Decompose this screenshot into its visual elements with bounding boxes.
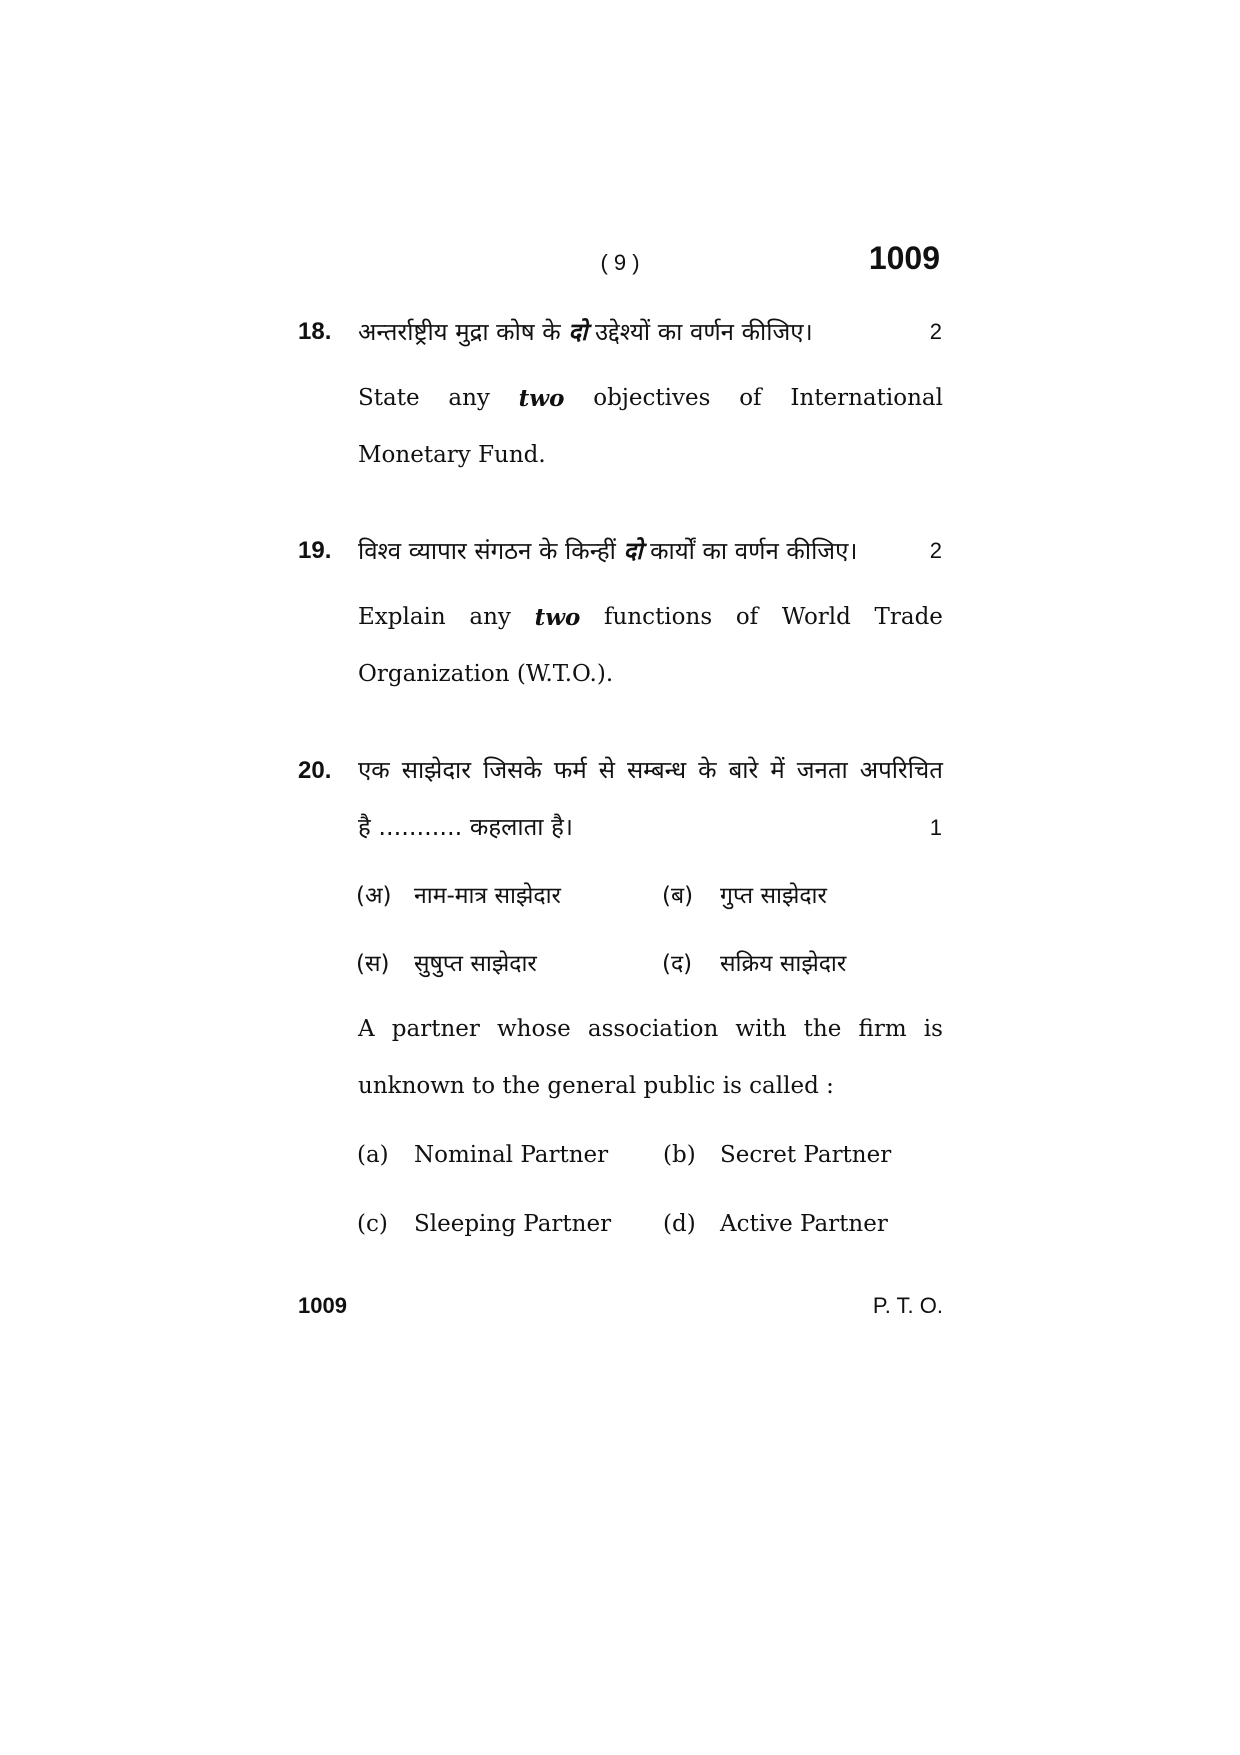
question-18-marks: 2	[929, 319, 942, 344]
word: International	[790, 385, 943, 411]
question-20-english-line-2: unknown to the general public is called :	[358, 1073, 834, 1099]
english-option-a-label: (a)	[357, 1142, 389, 1168]
question-19-hindi-after: कार्यों का वर्णन कीजिए।	[642, 537, 858, 565]
hindi-option-d-label: (द)	[662, 951, 693, 977]
word: फर्म	[553, 756, 587, 784]
word: of	[739, 385, 762, 411]
word: functions	[604, 604, 713, 630]
hindi-option-b-text: गुप्त साझेदार	[720, 883, 827, 909]
hindi-option-b-label: (ब)	[662, 883, 694, 909]
question-19-number: 19.	[298, 537, 332, 564]
english-option-c-label: (c)	[357, 1211, 388, 1237]
hindi-option-d-text: सक्रिय साझेदार	[720, 951, 847, 977]
word: अपरिचित	[859, 756, 943, 784]
word: जनता	[796, 756, 848, 784]
page-number: ( 9 )	[600, 250, 640, 275]
question-18-number: 18.	[298, 318, 332, 345]
word: जिसके	[483, 756, 542, 784]
word: साझेदार	[401, 756, 472, 784]
word: the	[803, 1016, 842, 1042]
paper-code-header: 1009	[868, 240, 940, 276]
english-option-b-label: (b)	[663, 1142, 696, 1168]
word: association	[587, 1016, 719, 1042]
question-18-english-line-1	[358, 385, 943, 412]
emphasis-word: two	[534, 604, 581, 631]
word: is	[923, 1016, 943, 1042]
question-19-marks: 2	[929, 538, 942, 563]
question-19-hindi-before: विश्व व्यापार संगठन के किन्हीं	[358, 537, 624, 565]
question-20-hindi-line-1	[358, 753, 943, 786]
english-option-a-text: Nominal Partner	[414, 1142, 609, 1168]
hindi-option-a-label: (अ)	[356, 883, 392, 909]
question-20-marks: 1	[929, 815, 942, 840]
hindi-option-c-label: (स)	[356, 951, 390, 977]
english-option-b-text: Secret Partner	[720, 1142, 892, 1168]
word: any	[448, 385, 490, 411]
question-18-hindi-emphasis: दो	[568, 318, 588, 346]
english-option-d-text: Active Partner	[720, 1211, 888, 1237]
question-18-hindi-before: अन्तर्राष्ट्रीय मुद्रा कोष के	[358, 318, 569, 346]
question-20-english-line-1	[358, 1016, 943, 1042]
word: में	[770, 756, 785, 784]
question-19-english-line-2: Organization (W.T.O.).	[358, 661, 614, 687]
question-19-english-line-1	[358, 604, 943, 631]
word: objectives	[593, 385, 711, 411]
question-20-number: 20.	[298, 757, 332, 784]
word: any	[469, 604, 511, 630]
word: partner	[391, 1016, 480, 1042]
question-18-hindi-after: उद्देश्यों का वर्णन कीजिए।	[587, 318, 813, 346]
hindi-option-c-text: सुषुप्त साझेदार	[414, 951, 537, 977]
word: firm	[858, 1016, 907, 1042]
word: एक	[358, 756, 390, 784]
question-18-hindi	[358, 315, 813, 348]
english-option-c-text: Sleeping Partner	[414, 1211, 612, 1237]
word: Explain	[358, 604, 446, 630]
question-19-hindi	[358, 534, 857, 567]
english-option-d-label: (d)	[663, 1211, 696, 1237]
word: with	[735, 1016, 787, 1042]
hindi-option-a-text: नाम-मात्र साझेदार	[414, 883, 561, 909]
word: के	[698, 756, 717, 784]
word: Trade	[874, 604, 943, 630]
pto-label: P. T. O.	[872, 1293, 943, 1318]
paper-code-footer: 1009	[298, 1293, 347, 1318]
word: A	[358, 1016, 375, 1042]
word: whose	[497, 1016, 571, 1042]
word: से	[598, 756, 615, 784]
word: सम्बन्ध	[626, 756, 687, 784]
word: बारे	[728, 756, 759, 784]
emphasis-word: two	[518, 385, 565, 412]
question-20-hindi-line-2: है ........... कहलाता है।	[358, 813, 573, 841]
word: State	[358, 385, 420, 411]
question-19-hindi-emphasis: दो	[623, 537, 643, 565]
question-18-english-line-2: Monetary Fund.	[358, 442, 546, 468]
word: of	[735, 604, 759, 630]
word: World	[781, 604, 851, 630]
